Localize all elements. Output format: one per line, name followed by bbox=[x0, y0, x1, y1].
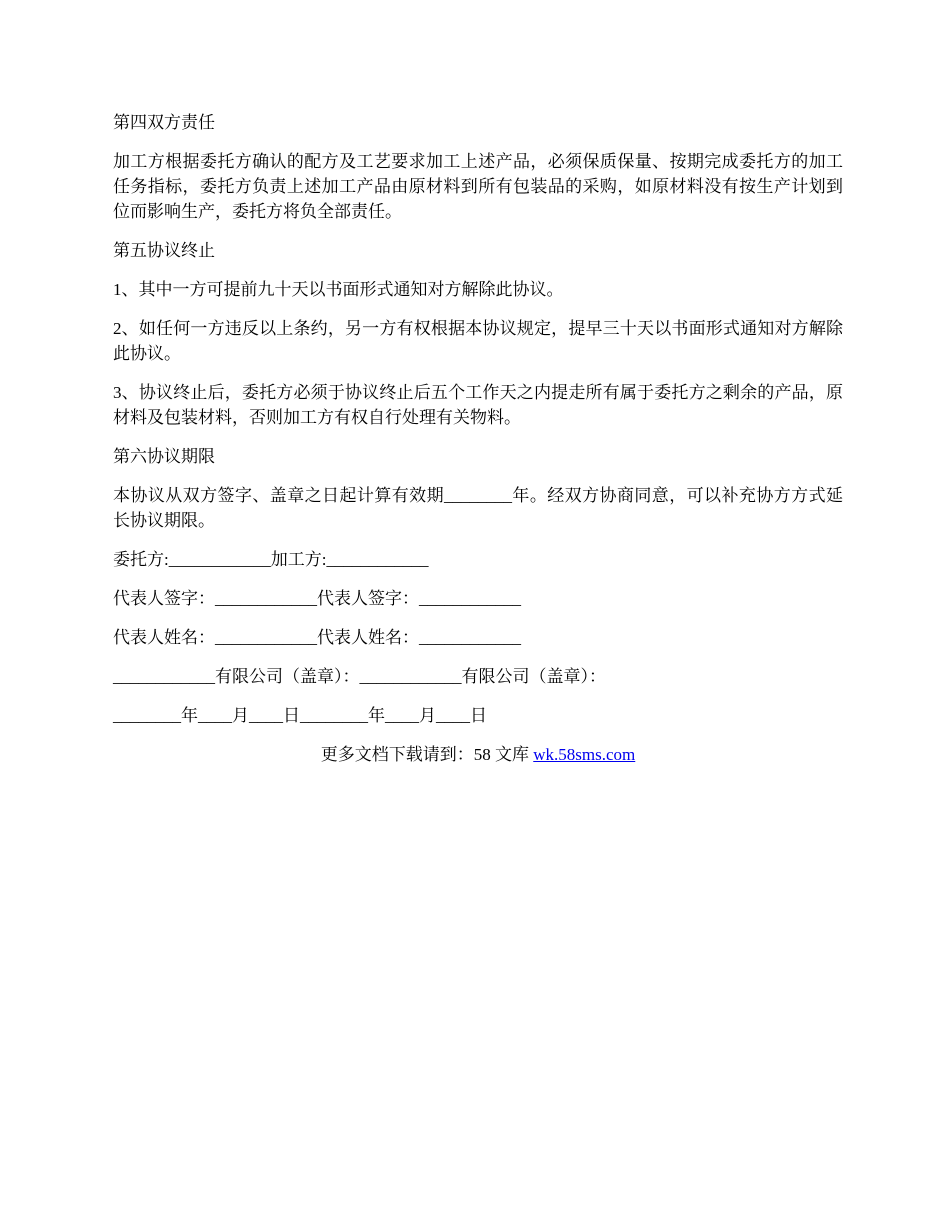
section-5-item-3: 3、协议终止后，委托方必须于协议终止后五个工作天之内提走所有属于委托方之剩余的产品，原材料及包装材料，否则加工方有权自行处理有关物料。 bbox=[113, 383, 843, 427]
section-5-item-2: 2、如任何一方违反以上条约，另一方有权根据本协议规定，提早三十天以书面形式通知对方解除此协议。 bbox=[113, 319, 843, 363]
footer-link[interactable]: wk.58sms.com bbox=[533, 745, 636, 764]
signature-parties-line: 委托方:____________加工方:____________ bbox=[113, 550, 429, 569]
section-6-title: 第六协议期限 bbox=[113, 447, 215, 466]
signature-date-line: ________年____月____日________年____月____日 bbox=[113, 706, 487, 725]
footer-prefix: 更多文档下载请到：58 文库 bbox=[320, 745, 534, 764]
footer bbox=[113, 742, 843, 767]
document-page bbox=[113, 110, 843, 767]
section-5-title: 第五协议终止 bbox=[113, 241, 215, 260]
section-5-item-1: 1、其中一方可提前九十天以书面形式通知对方解除此协议。 bbox=[113, 280, 564, 299]
signature-representative-sign-line: 代表人签字：____________代表人签字：____________ bbox=[113, 589, 521, 608]
section-4-body: 加工方根据委托方确认的配方及工艺要求加工上述产品，必须保质保量、按期完成委托方的加工任务指标，委托方负责上述加工产品由原材料到所有包装品的采购，如原材料没有按生产计划到位而影响生产，委托方将负全部责任。 bbox=[113, 152, 843, 221]
signature-company-seal-line: ____________有限公司（盖章）：____________有限公司（盖章）： bbox=[113, 667, 606, 686]
signature-representative-name-line: 代表人姓名：____________代表人姓名：____________ bbox=[113, 628, 521, 647]
section-4-title: 第四双方责任 bbox=[113, 113, 215, 132]
section-6-body: 本协议从双方签字、盖章之日起计算有效期________年。经双方协商同意，可以补充协方方式延长协议期限。 bbox=[113, 486, 843, 530]
